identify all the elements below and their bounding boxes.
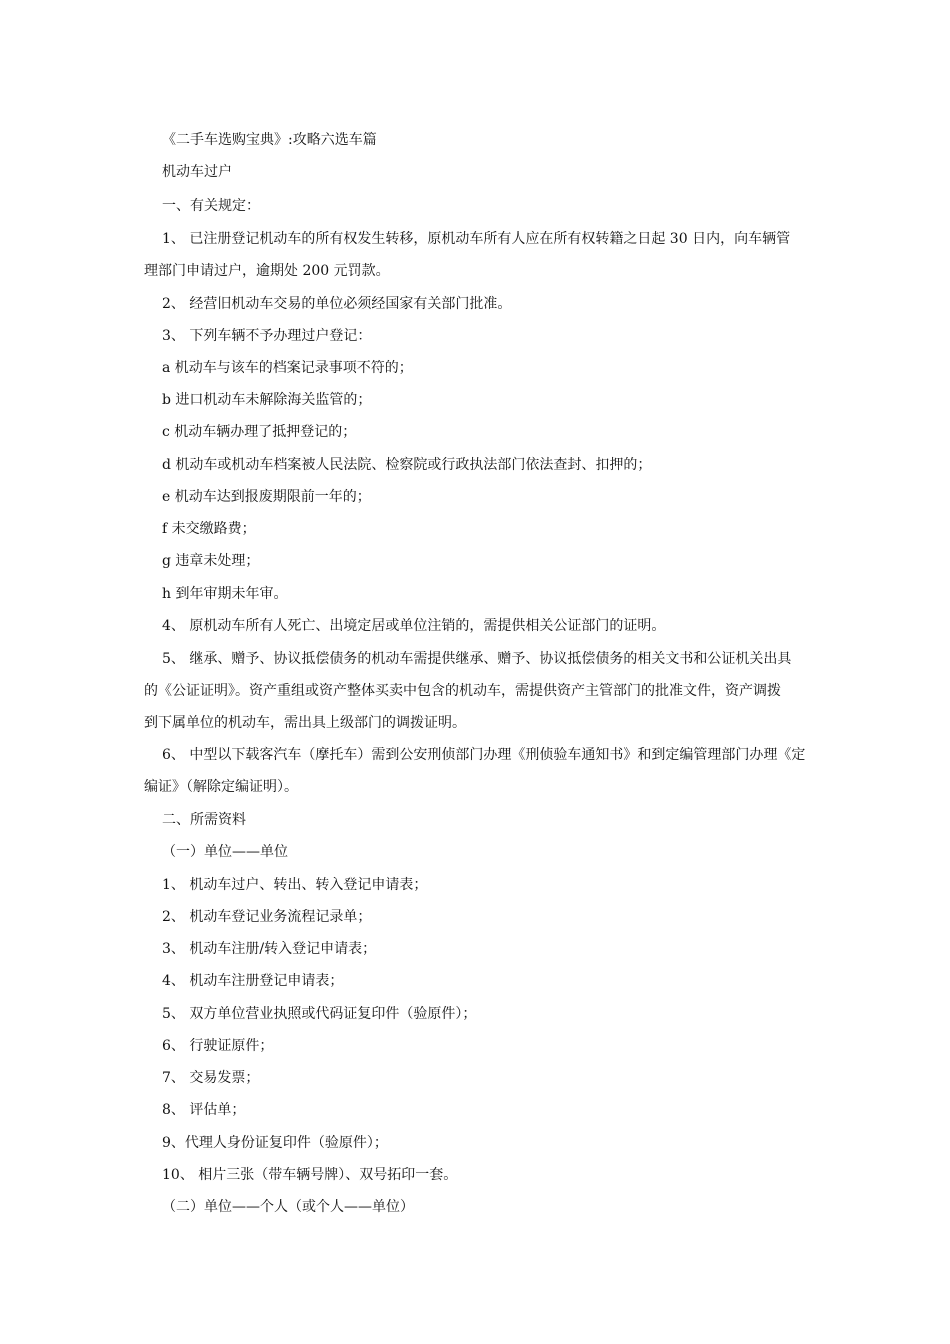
requirement-3: 3、 机动车注册/转入登记申请表；	[162, 941, 377, 957]
sub-c: c 机动车辆办理了抵押登记的；	[162, 424, 357, 440]
requirement-4: 4、 机动车注册登记申请表；	[162, 973, 344, 989]
sub-d: d 机动车或机动车档案被人民法院、检察院或行政执法部门依法查封、扣押的；	[162, 457, 652, 473]
requirement-8: 8、 评估单；	[162, 1102, 246, 1118]
requirement-1: 1、 机动车过户、转出、转入登记申请表；	[162, 877, 428, 893]
sub-g: g 违章未处理；	[162, 553, 260, 569]
sub1-heading: （一）单位——单位	[162, 844, 288, 860]
item2: 2、 经营旧机动车交易的单位必须经国家有关部门批准。	[162, 296, 512, 312]
requirement-5: 5、 双方单位营业执照或代码证复印件（验原件）；	[162, 1006, 477, 1022]
part1-heading: 一、有关规定：	[162, 198, 260, 214]
sub-b: b 进口机动车未解除海关监管的；	[162, 392, 372, 408]
item1-line1: 1、 已注册登记机动车的所有权发生转移，原机动车所有人应在所有权转籍之日起 30 日内，向车辆管	[162, 231, 791, 247]
section-heading: 机动车过户	[162, 164, 232, 180]
sub-h: h 到年审期未年审。	[162, 586, 288, 602]
item6-line2: 编证》（解除定编证明）。	[144, 779, 298, 795]
requirement-10: 10、 相片三张（带车辆号牌）、双号拓印一套。	[162, 1167, 458, 1183]
sub-f: f 未交缴路费；	[162, 521, 256, 537]
requirement-7: 7、 交易发票；	[162, 1070, 260, 1086]
item3: 3、 下列车辆不予办理过户登记：	[162, 328, 372, 344]
requirement-9: 9、代理人身份证复印件（验原件）；	[162, 1135, 388, 1151]
part2-heading: 二、所需资料	[162, 812, 246, 828]
item4: 4、 原机动车所有人死亡、出境定居或单位注销的，需提供相关公证部门的证明。	[162, 618, 666, 634]
sub-a: a 机动车与该车的档案记录事项不符的；	[162, 360, 413, 376]
requirement-6: 6、 行驶证原件；	[162, 1038, 274, 1054]
item6-line1: 6、 中型以下载客汽车（摩托车）需到公安刑侦部门办理《刑侦验车通知书》和到定编管理部门办理《定	[162, 747, 806, 763]
sub-e: e 机动车达到报废期限前一年的；	[162, 489, 371, 505]
requirement-2: 2、 机动车登记业务流程记录单；	[162, 909, 372, 925]
sub2-heading: （二）单位——个人（或个人——单位）	[162, 1199, 414, 1215]
document-title: 《二手车选购宝典》:攻略六选车篇	[162, 132, 377, 148]
item5-line1: 5、 继承、赠予、协议抵偿债务的机动车需提供继承、赠予、协议抵偿债务的相关文书和公证机关出具	[162, 651, 792, 667]
item1-line2: 理部门申请过户，逾期处 200 元罚款。	[144, 263, 390, 279]
item5-line2: 的《公证证明》。资产重组或资产整体买卖中包含的机动车，需提供资产主管部门的批准文件，资产调拨	[144, 683, 781, 699]
item5-line3: 到下属单位的机动车，需出具上级部门的调拨证明。	[144, 715, 466, 731]
